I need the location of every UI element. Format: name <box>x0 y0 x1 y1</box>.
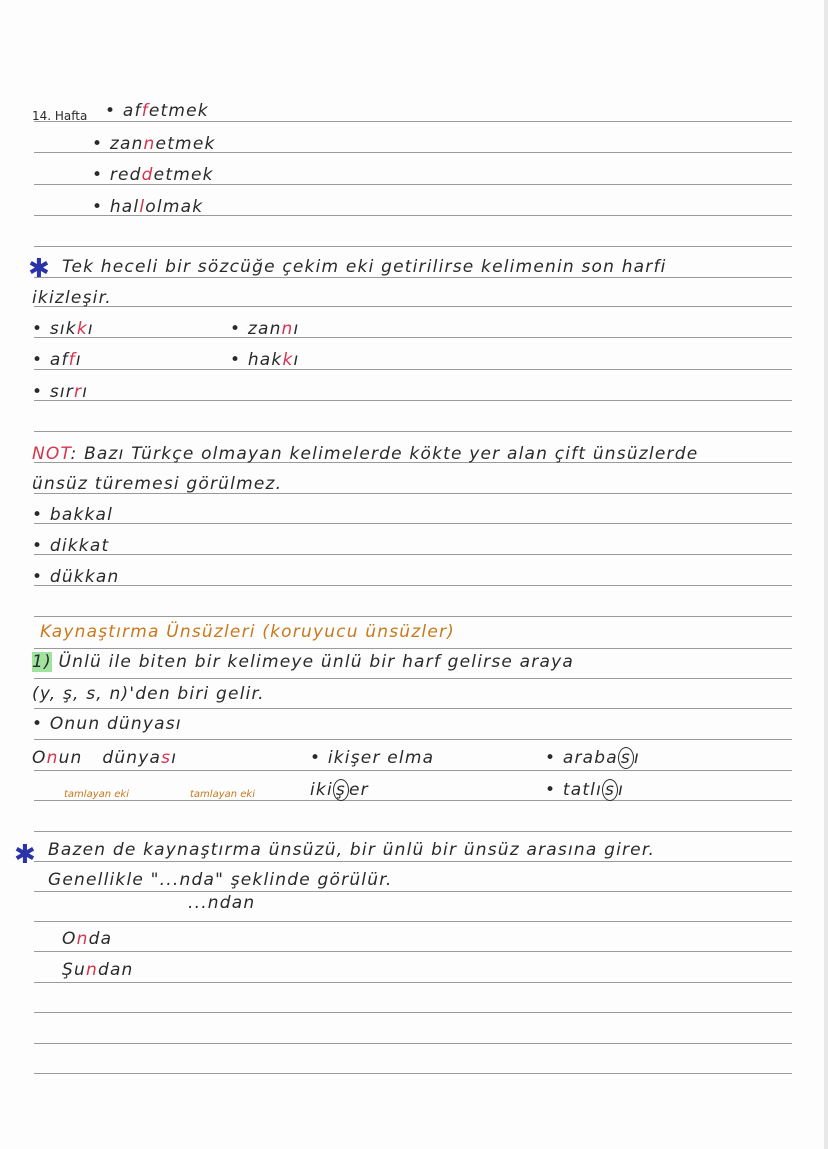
note-line-l18 <box>32 652 574 672</box>
note-line-l21b <box>310 748 434 768</box>
highlighted-letter: n <box>76 929 89 949</box>
ruled-line <box>34 831 792 832</box>
note-line-l22b <box>190 782 255 805</box>
note-text: • hak <box>230 350 283 370</box>
note-text: ı <box>87 319 94 339</box>
ruled-line <box>34 921 792 922</box>
ruled-line <box>34 369 792 370</box>
note-text: ı <box>633 748 640 768</box>
note-text: • red <box>92 165 142 185</box>
highlighted-letter: n <box>46 748 59 768</box>
ruled-line <box>34 523 792 524</box>
note-text: ikizleşir. <box>32 288 112 308</box>
note-text: ünsüz türemesi görülmez. <box>32 474 283 494</box>
note-text: Şu <box>62 960 86 980</box>
ruled-line <box>34 951 792 952</box>
ruled-line <box>34 1012 792 1013</box>
star-icon: ✱ <box>28 254 50 284</box>
note-line-l2 <box>92 165 214 185</box>
note-text: etmek <box>153 165 214 185</box>
note-line-l8a <box>32 350 82 370</box>
highlighted-letter: n <box>85 960 98 980</box>
note-line-l5 <box>62 257 667 277</box>
note-text: tamlayan eki <box>190 789 255 800</box>
note-text: • ikişer elma <box>310 748 435 768</box>
note-text: ı <box>171 748 178 768</box>
note-text: • hal <box>92 197 140 217</box>
note-text: O <box>62 929 77 949</box>
note-text: 1) <box>32 652 52 672</box>
ruled-line <box>34 121 792 122</box>
highlighted-letter: d <box>141 165 154 185</box>
note-text: dan <box>97 960 134 980</box>
ruled-line <box>34 1043 792 1044</box>
ruled-line <box>34 678 792 679</box>
page-edge <box>824 0 828 1149</box>
note-text: • sır <box>32 382 75 402</box>
note-text: O <box>32 748 47 768</box>
ruled-line <box>34 616 792 617</box>
highlighted-letter: r <box>74 382 83 402</box>
note-text: etmek <box>148 101 209 121</box>
note-line-l12 <box>32 474 282 494</box>
highlighted-letter: k <box>282 350 294 370</box>
note-line-l15 <box>32 567 119 587</box>
note-line-l7a <box>32 319 94 339</box>
highlighted-letter: s <box>161 748 172 768</box>
highlighted-letter: f <box>68 350 76 370</box>
ruled-line <box>34 1073 792 1074</box>
note-text: ı <box>618 780 625 800</box>
note-text: Kaynaştırma Ünsüzleri (koruyucu ünsüzler) <box>40 622 456 642</box>
note-text: Ünlü ile biten bir kelimeye ünlü bir harf gelirse araya <box>51 652 574 672</box>
note-text: ...ndan <box>188 893 256 913</box>
note-text: olmak <box>145 197 204 217</box>
note-line-l6 <box>32 288 112 308</box>
note-line-l13 <box>32 505 113 525</box>
circled-letter: s <box>618 747 634 769</box>
ruled-line <box>34 337 792 338</box>
note-line-l19 <box>32 684 265 704</box>
highlighted-letter: n <box>143 134 156 154</box>
highlighted-letter: l <box>139 197 146 217</box>
note-line-l17 <box>40 622 455 642</box>
ruled-line <box>34 306 792 307</box>
note-line-l8b <box>230 350 299 370</box>
note-line-l0 <box>105 101 209 121</box>
circled-letter: ş <box>333 779 349 801</box>
note-text: • af <box>32 350 69 370</box>
note-text: • af <box>105 101 142 121</box>
ruled-line <box>34 431 792 432</box>
note-text: (y, ş, s, n)'den biri gelir. <box>32 684 265 704</box>
ruled-line <box>34 554 792 555</box>
ruled-line <box>34 708 792 709</box>
note-text: da <box>88 929 113 949</box>
note-text: • sık <box>32 319 77 339</box>
ruled-line <box>34 861 792 862</box>
ruled-line <box>34 982 792 983</box>
week-label: 14. Hafta <box>32 109 88 123</box>
highlighted-letter: n <box>281 319 294 339</box>
note-text: etmek <box>155 134 216 154</box>
ruled-line <box>34 770 792 771</box>
note-line-l7b <box>230 319 299 339</box>
note-text: • dükkan <box>32 567 120 587</box>
note-text: : Bazı Türkçe olmayan kelimelerde kökte yer alan çift ünsüzlerde <box>70 444 699 464</box>
note-line-l24 <box>48 840 655 860</box>
note-text: Tek heceli bir sözcüğe çekim eki getirilirse kelimenin son harfi <box>62 257 667 277</box>
note-line-l21a <box>32 748 177 768</box>
note-line-l25b <box>188 893 255 913</box>
note-line-l22d <box>545 780 624 800</box>
note-line-l21c <box>545 748 640 768</box>
ruled-line <box>34 400 792 401</box>
note-line-l9 <box>32 382 88 402</box>
note-text: un dünya <box>58 748 162 768</box>
circled-letter: s <box>602 779 618 801</box>
note-text: iki <box>310 780 333 800</box>
ruled-line <box>34 739 792 740</box>
note-text: tamlayan eki <box>64 789 129 800</box>
ruled-line <box>34 585 792 586</box>
highlighted-letter: f <box>141 101 149 121</box>
note-text: • araba <box>545 748 618 768</box>
note-text: • dikkat <box>32 536 110 556</box>
note-line-l25 <box>48 870 392 890</box>
note-text: er <box>348 780 369 800</box>
note-text: ı <box>293 350 300 370</box>
note-text: Bazen de kaynaştırma ünsüzü, bir ünlü bir ünsüz arasına girer. <box>48 840 656 860</box>
highlighted-letter: k <box>76 319 88 339</box>
ruled-line <box>34 648 792 649</box>
note-line-l27 <box>62 929 112 949</box>
note-text: • bakkal <box>32 505 114 525</box>
note-text: ı <box>293 319 300 339</box>
note-text: ı <box>75 350 82 370</box>
note-text: • zan <box>92 134 144 154</box>
note-text: • Onun dünyası <box>32 714 182 734</box>
note-line-l20 <box>32 714 182 734</box>
note-line-l3 <box>92 197 203 217</box>
note-line-l11 <box>32 444 698 464</box>
note-line-l28 <box>62 960 134 980</box>
ruled-line <box>34 277 792 278</box>
note-text: Genellikle "...nda" şeklinde görülür. <box>48 870 393 890</box>
ruled-line <box>34 246 792 247</box>
note-line-l22c <box>310 780 369 800</box>
note-text: ı <box>82 382 89 402</box>
note-line-l14 <box>32 536 109 556</box>
note-line-l22a <box>64 782 129 805</box>
note-line-l1 <box>92 134 216 154</box>
note-text: • zan <box>230 319 282 339</box>
ruled-line <box>34 800 792 801</box>
highlighted-letter: NOT <box>32 444 71 464</box>
note-text: • tatlı <box>545 780 603 800</box>
ruled-line <box>34 891 792 892</box>
star-icon: ✱ <box>14 840 36 870</box>
